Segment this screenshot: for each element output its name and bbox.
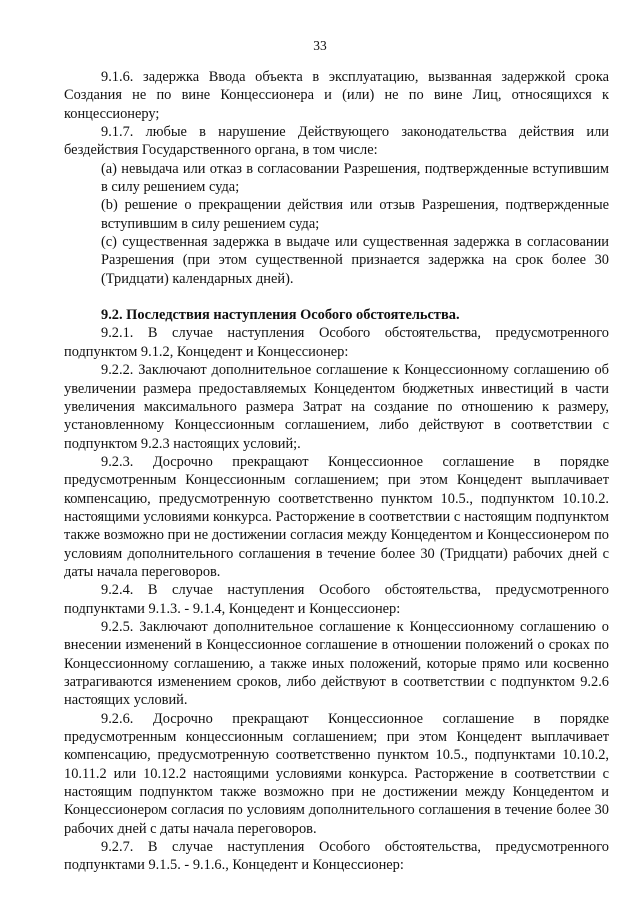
paragraph-9-2-5: 9.2.5. Заключают дополнительное соглашение к Концессионному соглашению о внесении изменений в Концессионное соглашение в отношении положений о сроках по Концессионному соглашению, а также иных положений, которые прямо или косвенно затрагиваются изменением сроков, либо действуют в соответствии с подпунктом 9.2.6 настоящих условий. xyxy=(64,618,609,709)
paragraph-9-2-6: 9.2.6. Досрочно прекращают Концессионное соглашение в порядке предусмотренным концессионным соглашением; при этом Концедент выплачивает компенсацию, предусмотренную соответственно пунктом 10.5., подпунктами 10.10.2, 10.11.2 или 10.12.2 настоящими условиями конкурса. Расторжение в соответствии с настоящим подпунктом также возможно при не достижении между Концедентом и Концессионером согласия по условиям дополнительного соглашения в течение более 30 рабочих дней с даты начала переговоров. xyxy=(64,710,609,837)
paragraph-9-2-7: 9.2.7. В случае наступления Особого обстоятельства, предусмотренного подпунктами 9.1.5. - 9.1.6., Концедент и Концессионер: xyxy=(64,839,609,874)
page-number: 33 xyxy=(313,38,327,53)
paragraph-9-2-1: 9.2.1. В случае наступления Особого обстоятельства, предусмотренного подпунктом 9.1.2, Концедент и Концессионер: xyxy=(64,325,609,360)
paragraph-9-2-3: 9.2.3. Досрочно прекращают Концессионное соглашение в порядке предусмотренным Концессионным соглашением; при этом Концедент выплачивает компенсацию, предусмотренную соответственно пунктом 10.5., подпунктом 10.10.2. настоящими условиями конкурса. Расторжение в соответствии с настоящим подпунктом также возможно при не достижении согласия между Концедентом и Концессионером по условиям дополнительного соглашения в течение более 30 (Тридцати) рабочих дней с даты начала переговоров. xyxy=(64,453,609,580)
paragraph-9-1-6: 9.1.6. задержка Ввода объекта в эксплуатацию, вызванная задержкой срока Создания не по вине Концессионера и (или) не по вине Лиц, относящихся к концессионеру; xyxy=(64,69,609,122)
section-heading-9-2: 9.2. Последствия наступления Особого обстоятельства. xyxy=(101,307,460,324)
paragraph-9-2-4: 9.2.4. В случае наступления Особого обстоятельства, предусмотренного подпунктами 9.1.3. - 9.1.4, Концедент и Концессионер: xyxy=(64,582,609,617)
list-item-a: (а) невыдача или отказ в согласовании Разрешения, подтвержденные вступившим в силу решением суда; xyxy=(101,160,609,196)
list-item-c: (с) существенная задержка в выдаче или существенная задержка в согласовании Разрешения (при этом существенной признается задержка на срок более 30 (Тридцати) календарных дней). xyxy=(101,234,609,287)
document-body xyxy=(64,68,609,875)
list-item-b: (b) решение о прекращении действия или отзыв Разрешения, подтвержденные вступившим в силу решением суда; xyxy=(101,197,609,232)
paragraph-9-1-7: 9.1.7. любые в нарушение Действующего законодательства действия или бездействия Государственного органа, в том числе: xyxy=(64,124,609,159)
paragraph-9-2-2: 9.2.2. Заключают дополнительное соглашение к Концессионному соглашению об увеличении размера предоставляемых Концедентом бюджетных инвестиций в части увеличения максимального размера Затрат на создание по отношению к размеру, установленному Концессионным соглашением, либо действуют в соответствии с подпунктом 9.2.3 настоящих условий;. xyxy=(64,362,609,452)
